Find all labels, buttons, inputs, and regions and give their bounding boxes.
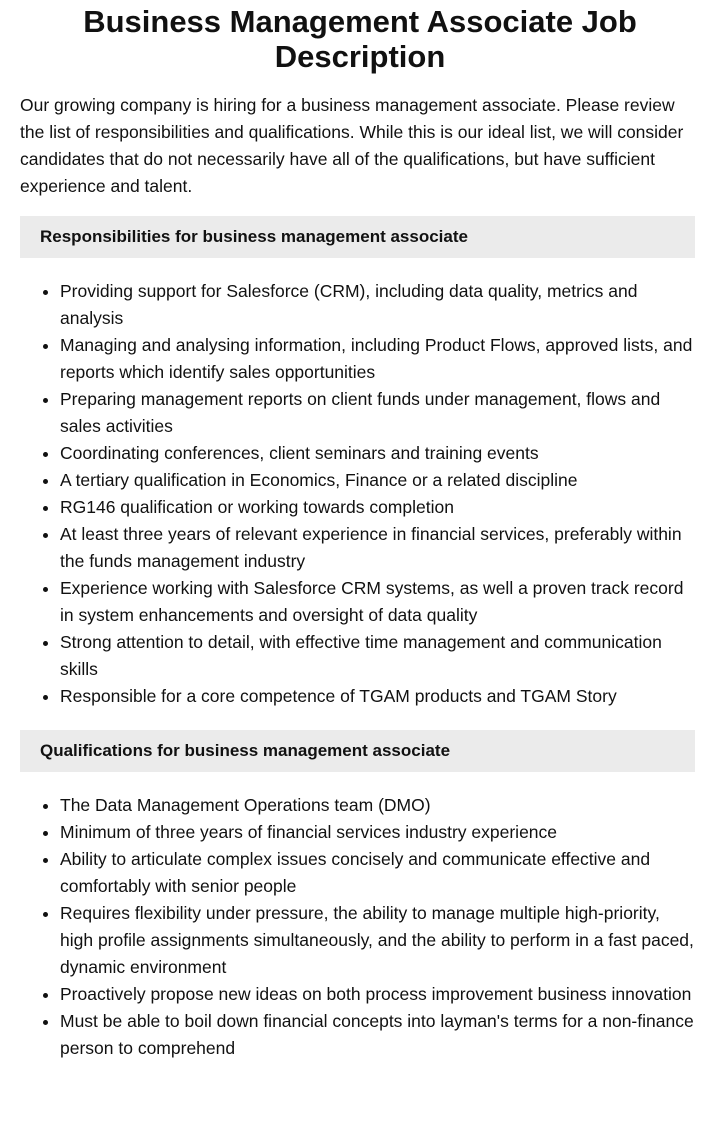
list-item: • Providing support for Salesforce (CRM), including data quality, metrics and analysis xyxy=(60,278,695,332)
list-item: • Proactively propose new ideas on both process improvement business innovation xyxy=(60,981,695,1008)
list-item: • Experience working with Salesforce CRM systems, as well a proven track record in system enhancements and oversight of data quality xyxy=(60,575,695,629)
list-item: • Responsible for a core competence of TGAM products and TGAM Story xyxy=(60,683,695,710)
list-item: • Minimum of three years of financial services industry experience xyxy=(60,819,695,846)
responsibilities-heading: Responsibilities for business management associate xyxy=(20,216,695,258)
responsibilities-list xyxy=(20,278,695,710)
qualifications-list xyxy=(20,792,695,1062)
list-item: • The Data Management Operations team (DMO) xyxy=(60,792,695,819)
list-item: • Preparing management reports on client funds under management, flows and sales activities xyxy=(60,386,695,440)
list-item: • Ability to articulate complex issues concisely and communicate effective and comfortably with senior people xyxy=(60,846,695,900)
page-title: Business Management Associate Job Description xyxy=(83,4,637,74)
list-item: • Must be able to boil down financial concepts into layman's terms for a non-finance person to comprehend xyxy=(60,1008,695,1062)
list-item: • A tertiary qualification in Economics, Finance or a related discipline xyxy=(60,467,695,494)
list-item: • Managing and analysing information, including Product Flows, approved lists, and reports which identify sales opportunities xyxy=(60,332,695,386)
list-item: • Coordinating conferences, client seminars and training events xyxy=(60,440,695,467)
qualifications-heading: Qualifications for business management associate xyxy=(20,730,695,772)
list-item: • RG146 qualification or working towards completion xyxy=(60,494,695,521)
list-item: • At least three years of relevant experience in financial services, preferably within the funds management industry xyxy=(60,521,695,575)
list-item: • Strong attention to detail, with effective time management and communication skills xyxy=(60,629,695,683)
intro-paragraph: Our growing company is hiring for a business management associate. Please review the list of responsibilities and qualifications. While this is our ideal list, we will consider candidates that do not necessarily have all of the qualifications, but have sufficient experience and talent. xyxy=(20,95,684,196)
list-item: • Requires flexibility under pressure, the ability to manage multiple high-priority, high profile assignments simultaneously, and the ability to perform in a fast paced, dynamic environment xyxy=(60,900,695,981)
